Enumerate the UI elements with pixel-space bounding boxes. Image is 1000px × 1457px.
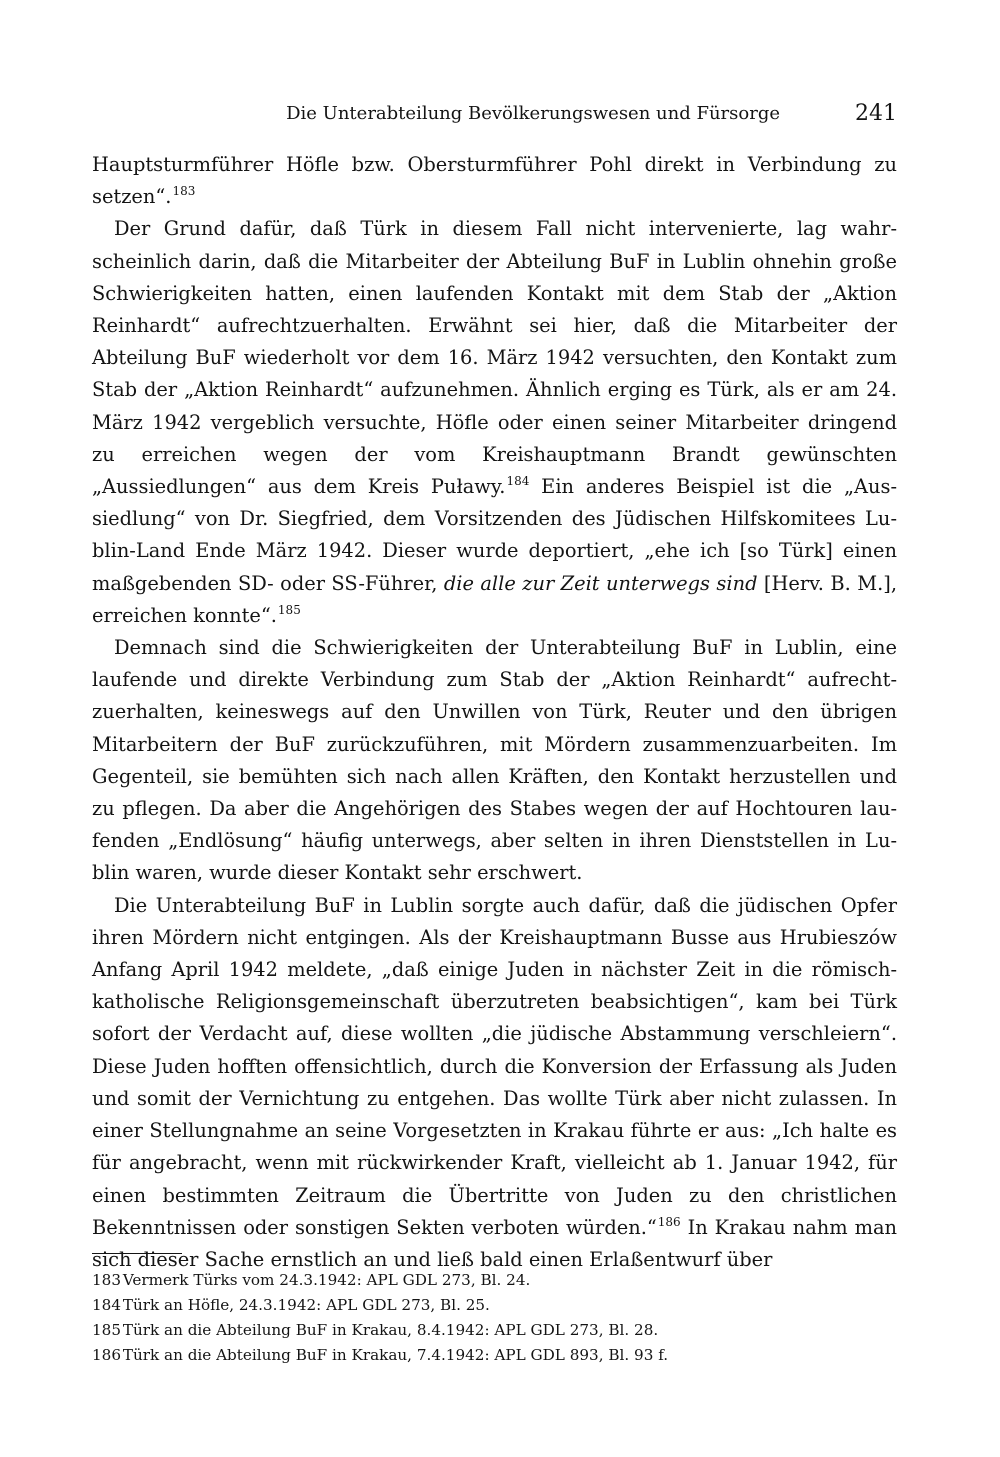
footnote-186 (92, 1343, 897, 1368)
paragraph-text: Demnach sind die Schwierigkeiten der Unterabteilung BuF in Lublin, eine laufende und direkte Verbindung zum Stab der „Aktion Reinhardt“ aufrechtzuerhalten, keineswegs auf den Unwillen von Türk, Reuter und den übrigen Mitarbeitern der BuF zurückzuführen, mit Mördern zusammenzuarbeiten. Im Gegenteil, sie bemühten sich nach allen Kräften, den Kontakt herzustellen und zu pflegen. Da aber die Angehörigen des Stabes wegen der auf Hochtouren laufenden „Endlösung“ häufig unterwegs, aber selten in ihren Dienststellen in Lublin waren, wurde dieser Kontakt sehr erschwert. (92, 636, 897, 885)
footnote-184 (92, 1293, 897, 1318)
paragraph-text: Ein anderes Beispiel ist die „Aussiedlung“ von Dr. Siegfried, dem Vorsitzenden des Jüdischen Hilfskomitees Lublin-Land Ende März 1942. Dieser wurde deportiert, „ehe ich [so Türk] einen maßgebenden SD- oder SS-Führer, (92, 475, 897, 595)
footnote-ref-183[interactable]: 183 (172, 184, 196, 199)
footnote-183 (92, 1268, 897, 1293)
paragraph-2 (92, 213, 897, 632)
paragraph-4 (92, 890, 897, 1276)
paragraph-text: In Krakau nahm man sich dieser Sache ernstlich an und ließ bald einen Erlaßentwurf über (92, 1215, 898, 1271)
footnote-ref-186[interactable]: 186 (657, 1214, 681, 1229)
paragraph-text: Hauptsturmführer Höfle bzw. Obersturmführer Pohl direkt in Verbindung zu setzen“. (92, 153, 897, 209)
running-head-title: Die Unterabteilung Bevölkerungswesen und Fürsorge (286, 103, 780, 124)
footnote-number: 183 (92, 1271, 121, 1289)
footnote-ref-184[interactable]: 184 (506, 474, 530, 489)
paragraph-text: [Herv. B. M.], erreichen konnte“. (92, 571, 897, 627)
footnote-divider (92, 1253, 182, 1254)
footnote-text: Vermerk Türks vom 24.3.1942: APL GDL 273, Bl. 24. (122, 1271, 531, 1289)
footnote-text: Türk an die Abteilung BuF in Krakau, 7.4.1942: APL GDL 893, Bl. 93 f. (122, 1346, 669, 1364)
footnotes (92, 1268, 897, 1368)
footnote-number: 184 (92, 1296, 121, 1314)
page (92, 97, 897, 1276)
body-text (92, 149, 897, 1276)
footnote-text: Türk an die Abteilung BuF in Krakau, 8.4.1942: APL GDL 273, Bl. 28. (122, 1321, 659, 1339)
paragraph-text: Der Grund dafür, daß Türk in diesem Fall nicht intervenierte, lag wahrscheinlich darin, daß die Mitarbeiter der Abteilung BuF in Lublin ohnehin große Schwierigkeiten hatten, einen laufenden Kontakt mit dem Stab der „Aktion Reinhardt“ aufrechtzuerhalten. Erwähnt sei hier, daß die Mitarbeiter der Abteilung BuF wiederholt vor dem 16. März 1942 versuchten, den Kontakt zum Stab der „Aktion Reinhardt“ aufzunehmen. Ähnlich erging es Türk, als er am 24. März 1942 vergeblich versuchte, Höfle oder einen seiner Mitarbeiter dringend zu erreichen wegen der vom Kreishauptmann Brandt gewünschten „Aussiedlungen“ aus dem Kreis Puławy. (92, 217, 897, 499)
footnote-ref-185[interactable]: 185 (277, 602, 301, 617)
paragraph-3 (92, 632, 897, 890)
footnote-number: 186 (92, 1346, 121, 1364)
emphasis-text: die alle zur Zeit unterwegs sind (443, 571, 758, 595)
footnote-185 (92, 1318, 897, 1343)
footnote-text: Türk an Höfle, 24.3.1942: APL GDL 273, Bl. 25. (122, 1296, 490, 1314)
running-head (92, 97, 897, 131)
paragraph-1 (92, 149, 897, 213)
page-number: 241 (855, 101, 897, 126)
paragraph-text: Die Unterabteilung BuF in Lublin sorgte auch dafür, daß die jüdischen Opfer ihren Mördern nicht entgingen. Als der Kreishauptmann Busse aus Hrubieszów Anfang April 1942 meldete, „daß einige Juden in nächster Zeit in die römischkatholische Religionsgemeinschaft überzutreten beabsichtigen“, kam bei Türk sofort der Verdacht auf, diese wollten „die jüdische Abstammung verschleiern“. Diese Juden hofften offensichtlich, durch die Konversion der Erfassung als Juden und somit der Vernichtung zu entgehen. Das wollte Türk aber nicht zulassen. In einer Stellungnahme an seine Vorgesetzten in Krakau führte er aus: „Ich halte es für angebracht, wenn mit rückwirkender Kraft, vielleicht ab 1. Januar 1942, für einen bestimmten Zeitraum die Übertritte von Juden zu den christlichen Bekenntnissen oder sonstigen Sekten verboten würden.“ (92, 893, 897, 1239)
footnote-number: 185 (92, 1321, 121, 1339)
